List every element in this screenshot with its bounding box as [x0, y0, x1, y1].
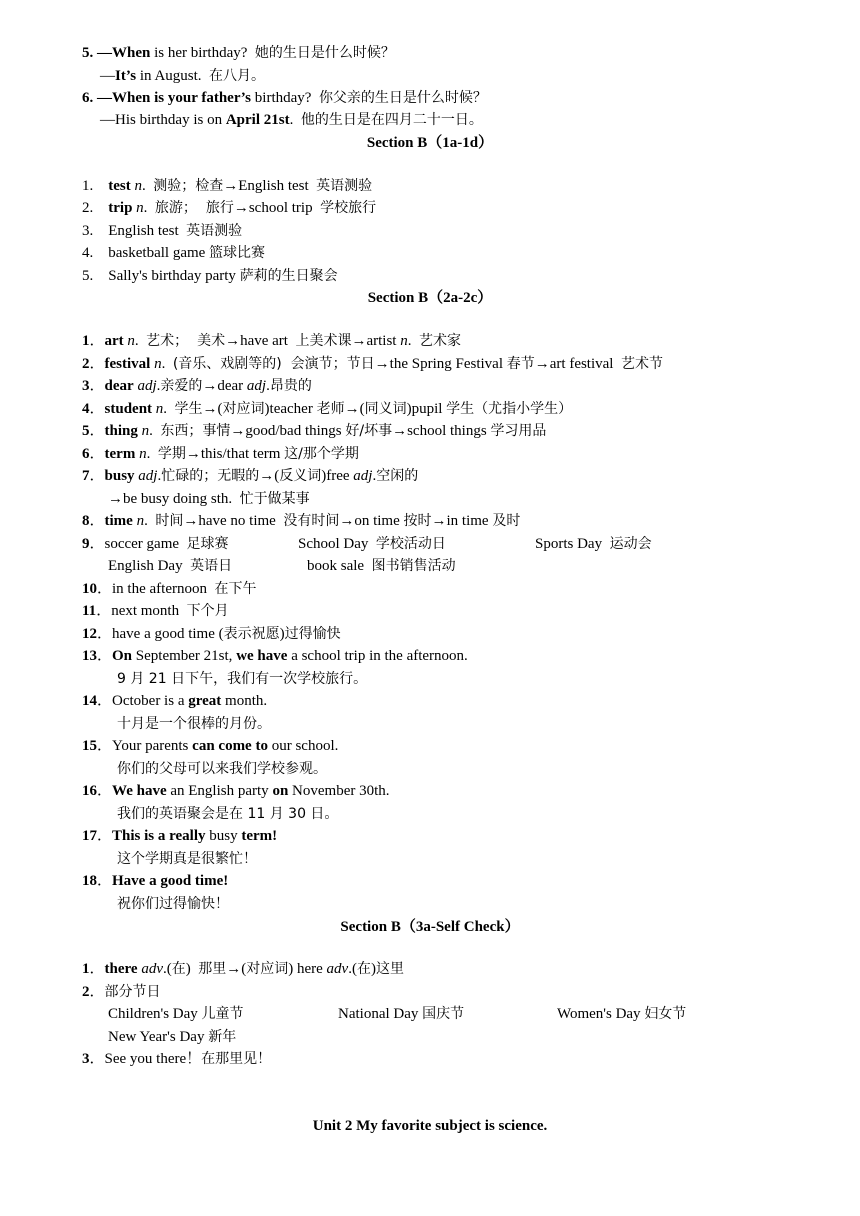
- text-segment: 祝你们过得愉快！: [117, 896, 229, 912]
- text-segment: busy: [104, 468, 135, 484]
- text-segment: 3. English test: [82, 223, 187, 239]
- text-segment: →English test: [223, 178, 317, 194]
- text-segment: 新年: [208, 1029, 237, 1045]
- text-segment: adv: [326, 961, 349, 977]
- text-segment: →have no time: [183, 513, 284, 529]
- text-segment: ．: [89, 468, 105, 484]
- text-segment: 艺术家: [418, 333, 461, 349]
- text-segment: ．: [89, 423, 105, 439]
- text-segment: .: [161, 356, 173, 372]
- text-line: [82, 221, 242, 241]
- text-segment: adj: [138, 468, 158, 484]
- text-segment: 2.: [82, 200, 109, 216]
- text-segment: 图书销售活动: [371, 558, 456, 574]
- text-segment: 学期: [157, 446, 186, 462]
- text-segment: 这个学期真是很繁忙！: [117, 851, 257, 867]
- text-segment: ): [370, 961, 376, 977]
- text-segment: On: [112, 648, 133, 664]
- text-line: [82, 601, 229, 621]
- text-segment: 及时: [492, 513, 521, 529]
- text-segment: School Day: [298, 536, 376, 552]
- text-segment: 空闲的: [376, 468, 419, 484]
- section-heading: [0, 288, 860, 308]
- text-segment: It’s: [115, 68, 137, 84]
- text-line: [298, 534, 446, 554]
- text-segment: 5: [82, 423, 90, 439]
- text-segment: .: [146, 446, 158, 462]
- text-segment: Unit 2 My favorite subject is science.: [312, 1118, 548, 1134]
- text-segment: 萨莉的生日聚会: [239, 268, 338, 284]
- text-line: [82, 444, 359, 464]
- text-segment: 4: [82, 401, 90, 417]
- text-segment: English Day: [108, 558, 191, 574]
- text-line: [82, 781, 390, 801]
- text-segment: 按时: [403, 513, 432, 529]
- text-line: [82, 243, 265, 263]
- text-line: [82, 176, 372, 196]
- text-line: [108, 556, 232, 576]
- text-line: [82, 198, 376, 218]
- text-segment: ．: [89, 356, 105, 372]
- text-line: [82, 826, 277, 846]
- text-segment: adv: [141, 961, 163, 977]
- text-segment: →(: [259, 468, 280, 484]
- text-segment: April 21st: [225, 112, 290, 128]
- text-segment: test: [108, 178, 131, 194]
- text-segment: 我们的英语聚会是在 11 月 30 日。: [117, 806, 339, 822]
- text-segment: November 30th.: [288, 783, 390, 799]
- text-segment: 足球赛: [186, 536, 229, 552]
- text-segment: →have art: [225, 333, 296, 349]
- text-segment: .: [163, 401, 175, 417]
- text-segment: Section B（1a-1d）: [366, 135, 494, 151]
- text-segment: 2: [82, 356, 90, 372]
- text-segment: 测验；检查: [153, 178, 224, 194]
- text-segment: ．: [89, 961, 105, 977]
- text-segment: 时间: [155, 513, 184, 529]
- text-segment: ．soccer game: [89, 536, 187, 552]
- text-segment: 过得愉快: [284, 626, 341, 642]
- text-segment: n: [127, 333, 135, 349]
- text-line: [82, 399, 572, 419]
- text-segment: 十月是一个很棒的月份。: [117, 716, 271, 732]
- text-segment: )free: [321, 468, 354, 484]
- text-line: [117, 714, 271, 734]
- text-segment: 这/那个学期: [284, 446, 359, 462]
- text-segment: there: [104, 961, 138, 977]
- text-segment: 5. Sally's birthday party: [82, 268, 240, 284]
- text-line: [82, 376, 312, 396]
- text-segment: 英语测验: [316, 178, 373, 194]
- text-segment: busy: [205, 828, 242, 844]
- text-segment: Have a good time!: [112, 873, 229, 889]
- text-segment: 春节: [506, 356, 535, 372]
- text-segment: 忙碌的；无暇的: [161, 468, 260, 484]
- text-segment: festival: [104, 356, 151, 372]
- text-segment: our school.: [267, 738, 339, 754]
- text-segment: .: [289, 112, 301, 128]
- text-segment: ．: [97, 828, 113, 844]
- text-line: [100, 110, 483, 130]
- text-line: [108, 1004, 244, 1024]
- text-segment: in August.: [136, 68, 210, 84]
- text-segment: 没有时间: [283, 513, 340, 529]
- text-segment: 你们的父母可以来我们学校参观。: [117, 761, 327, 777]
- text-segment: 英语日: [190, 558, 233, 574]
- text-segment: 1: [82, 961, 90, 977]
- text-segment: →on time: [339, 513, 404, 529]
- text-segment: →school things: [392, 423, 491, 439]
- text-line: [338, 1004, 464, 1024]
- text-segment: term!: [241, 828, 278, 844]
- text-segment: 篮球比赛: [209, 245, 266, 261]
- text-segment: n: [154, 356, 162, 372]
- text-line: [82, 266, 338, 286]
- text-segment: month.: [221, 693, 268, 709]
- text-segment: adj: [246, 378, 267, 394]
- text-line: [82, 466, 418, 486]
- section-heading: [0, 917, 860, 937]
- text-line: [82, 43, 395, 63]
- text-segment: 9 月 21 日下午，我们有一次学校旅行。: [117, 671, 368, 687]
- text-segment: n: [400, 333, 408, 349]
- text-segment: can come to: [192, 738, 268, 754]
- text-segment: 老师: [316, 401, 345, 417]
- text-segment: dear: [104, 378, 134, 394]
- text-segment: 12: [82, 626, 97, 642]
- text-segment: 旅游； 旅行: [154, 200, 234, 216]
- text-segment: 东西；事情: [160, 423, 231, 439]
- text-line: [117, 849, 257, 869]
- text-line: [82, 959, 404, 979]
- text-segment: 好/坏事: [345, 423, 393, 439]
- text-segment: ．: [89, 401, 105, 417]
- text-line: [108, 489, 310, 509]
- text-segment: Sports Day: [535, 536, 610, 552]
- text-segment: →(: [202, 401, 223, 417]
- text-line: [557, 1004, 686, 1024]
- text-segment: 学校活动日: [375, 536, 446, 552]
- text-segment: (音乐、戏剧等的) 会演节；节日: [172, 356, 375, 372]
- text-segment: ): [279, 626, 285, 642]
- text-segment: 14: [82, 693, 97, 709]
- text-segment: →in time: [431, 513, 493, 529]
- text-segment: 3: [82, 378, 90, 394]
- section-heading: [0, 133, 860, 153]
- text-segment: term: [104, 446, 136, 462]
- text-segment: 部分节日: [104, 984, 161, 1000]
- text-segment: ．: [89, 333, 105, 349]
- text-segment: ．October is a: [97, 693, 189, 709]
- text-segment: 在下午: [214, 581, 257, 597]
- text-segment: 11: [82, 603, 97, 619]
- text-segment: ．in the afternoon: [97, 581, 215, 597]
- text-line: [82, 88, 487, 108]
- text-segment: n: [155, 401, 164, 417]
- text-segment: .: [143, 200, 155, 216]
- text-segment: )teacher: [264, 401, 317, 417]
- text-segment: 学生（尤指小学生）: [446, 401, 573, 417]
- text-segment: Women's Day: [557, 1006, 645, 1022]
- text-line: [100, 66, 265, 86]
- text-segment: ) here: [288, 961, 327, 977]
- text-segment: .: [407, 333, 419, 349]
- text-segment: time: [104, 513, 133, 529]
- text-segment: 9: [82, 536, 90, 552]
- text-segment: on: [272, 783, 289, 799]
- text-segment: 在: [356, 961, 371, 977]
- text-segment: →this/that term: [185, 446, 285, 462]
- text-segment: 上美术课: [295, 333, 352, 349]
- text-segment: ): [185, 961, 199, 977]
- text-segment: September 21st,: [132, 648, 237, 664]
- text-segment: .: [156, 378, 161, 394]
- text-segment: 6: [82, 446, 90, 462]
- text-line: [82, 1049, 271, 1069]
- text-segment: 儿童节: [201, 1006, 244, 1022]
- text-segment: —: [100, 68, 115, 84]
- text-segment: ．: [89, 513, 105, 529]
- text-segment: →(: [226, 961, 247, 977]
- text-segment: 13: [82, 648, 97, 664]
- text-segment: .: [142, 178, 154, 194]
- text-segment: n: [136, 200, 144, 216]
- text-segment: 8: [82, 513, 90, 529]
- text-segment: 1.: [82, 178, 109, 194]
- text-segment: →the Spring Festival: [374, 356, 507, 372]
- text-segment: great: [188, 693, 222, 709]
- text-segment: 学习用品: [490, 423, 547, 439]
- text-segment: .: [157, 468, 162, 484]
- text-segment: n: [134, 178, 142, 194]
- text-segment: ．: [89, 984, 105, 1000]
- text-segment: art: [104, 333, 124, 349]
- text-segment: trip: [108, 200, 133, 216]
- text-segment: →good/bad things: [230, 423, 346, 439]
- text-segment: .: [149, 423, 161, 439]
- text-line: [82, 646, 468, 666]
- text-line: [82, 624, 341, 644]
- text-segment: 那里: [198, 961, 227, 977]
- text-segment: We have: [112, 783, 167, 799]
- text-segment: adj: [137, 378, 157, 394]
- text-segment: 他的生日是在四月二十一日。: [300, 112, 483, 128]
- text-segment: →dear: [202, 378, 247, 394]
- text-segment: is her birthday?: [150, 45, 255, 61]
- text-line: [535, 534, 652, 554]
- text-line: [117, 669, 367, 689]
- text-line: [82, 354, 663, 374]
- text-segment: 反义词: [279, 468, 322, 484]
- text-line: [82, 511, 520, 531]
- text-segment: Section B（2a-2c）: [367, 290, 493, 306]
- text-segment: 6. —When is your father’s: [82, 90, 252, 106]
- text-segment: This is a really: [112, 828, 206, 844]
- text-segment: →art festival: [534, 356, 621, 372]
- section-heading: [0, 1116, 860, 1136]
- text-segment: →be busy doing sth.: [108, 491, 240, 507]
- text-line: [82, 579, 256, 599]
- text-segment: →(: [344, 401, 365, 417]
- text-segment: .(: [162, 961, 172, 977]
- text-line: [82, 534, 229, 554]
- text-segment: 4. basketball game: [82, 245, 210, 261]
- text-segment: 在那里见！: [201, 1051, 272, 1067]
- text-segment: 在八月。: [209, 68, 266, 84]
- text-segment: 下个月: [186, 603, 229, 619]
- text-segment: ．Your parents: [97, 738, 193, 754]
- text-segment: 同义词: [364, 401, 407, 417]
- text-segment: 5. —When: [82, 45, 151, 61]
- text-segment: 运动会: [609, 536, 652, 552]
- text-segment: 亲爱的: [160, 378, 203, 394]
- text-segment: 英语测验: [186, 223, 243, 239]
- text-segment: 3: [82, 1051, 90, 1067]
- text-line: [82, 871, 228, 891]
- text-line: [82, 421, 546, 441]
- text-line: [307, 556, 456, 576]
- text-segment: .: [144, 513, 156, 529]
- text-segment: 在: [171, 961, 186, 977]
- text-line: [82, 691, 267, 711]
- text-segment: 1: [82, 333, 90, 349]
- text-segment: 16: [82, 783, 97, 799]
- text-segment: 艺术节: [620, 356, 663, 372]
- text-segment: book sale: [307, 558, 372, 574]
- text-segment: —His birthday is on: [100, 112, 226, 128]
- text-segment: 17: [82, 828, 97, 844]
- text-segment: →artist: [351, 333, 401, 349]
- text-segment: )pupil: [406, 401, 447, 417]
- text-segment: 表示祝愿: [223, 626, 280, 642]
- text-segment: a school trip in the afternoon.: [287, 648, 468, 664]
- text-line: [82, 331, 461, 351]
- text-segment: 对应词: [222, 401, 265, 417]
- text-segment: ．: [97, 783, 113, 799]
- text-segment: adj: [353, 468, 373, 484]
- text-segment: New Year's Day: [108, 1029, 209, 1045]
- text-segment: 忙于做某事: [239, 491, 310, 507]
- text-segment: .: [134, 333, 147, 349]
- text-segment: 10: [82, 581, 97, 597]
- text-segment: 国庆节: [422, 1006, 465, 1022]
- text-segment: ．: [97, 873, 113, 889]
- text-segment: 15: [82, 738, 97, 754]
- text-line: [117, 804, 338, 824]
- text-segment: n: [136, 513, 145, 529]
- text-segment: 这里: [375, 961, 404, 977]
- text-segment: 昂贵的: [269, 378, 312, 394]
- text-segment: ．: [97, 648, 113, 664]
- text-segment: n: [141, 423, 150, 439]
- text-segment: student: [104, 401, 153, 417]
- text-segment: ．See you there！: [89, 1051, 202, 1067]
- text-segment: 学生: [174, 401, 203, 417]
- text-segment: .: [266, 378, 270, 394]
- text-line: [108, 1027, 236, 1047]
- text-segment: 她的生日是什么时候？: [254, 45, 395, 61]
- text-segment: →school trip: [233, 200, 321, 216]
- text-segment: ．: [89, 446, 105, 462]
- text-segment: ．have a good time (: [97, 626, 224, 642]
- text-segment: ．: [89, 378, 105, 394]
- text-segment: 18: [82, 873, 97, 889]
- text-segment: 对应词: [246, 961, 289, 977]
- text-segment: 你父亲的生日是什么时候？: [318, 90, 487, 106]
- text-segment: an English party: [166, 783, 273, 799]
- text-segment: ．next month: [96, 603, 187, 619]
- text-segment: Section B（3a-Self Check）: [340, 919, 520, 935]
- text-segment: n: [139, 446, 147, 462]
- text-segment: birthday?: [251, 90, 319, 106]
- text-segment: .: [372, 468, 377, 484]
- text-segment: Children's Day: [108, 1006, 202, 1022]
- text-segment: 学校旅行: [320, 200, 377, 216]
- text-segment: we have: [236, 648, 288, 664]
- text-line: [82, 982, 161, 1002]
- text-segment: 2: [82, 984, 90, 1000]
- text-segment: 7: [82, 468, 90, 484]
- text-line: [117, 894, 229, 914]
- text-segment: 艺术； 美术: [146, 333, 226, 349]
- text-segment: thing: [104, 423, 138, 439]
- text-line: [117, 759, 327, 779]
- text-segment: 妇女节: [644, 1006, 687, 1022]
- text-line: [82, 736, 338, 756]
- text-segment: National Day: [338, 1006, 423, 1022]
- text-segment: .(: [348, 961, 357, 977]
